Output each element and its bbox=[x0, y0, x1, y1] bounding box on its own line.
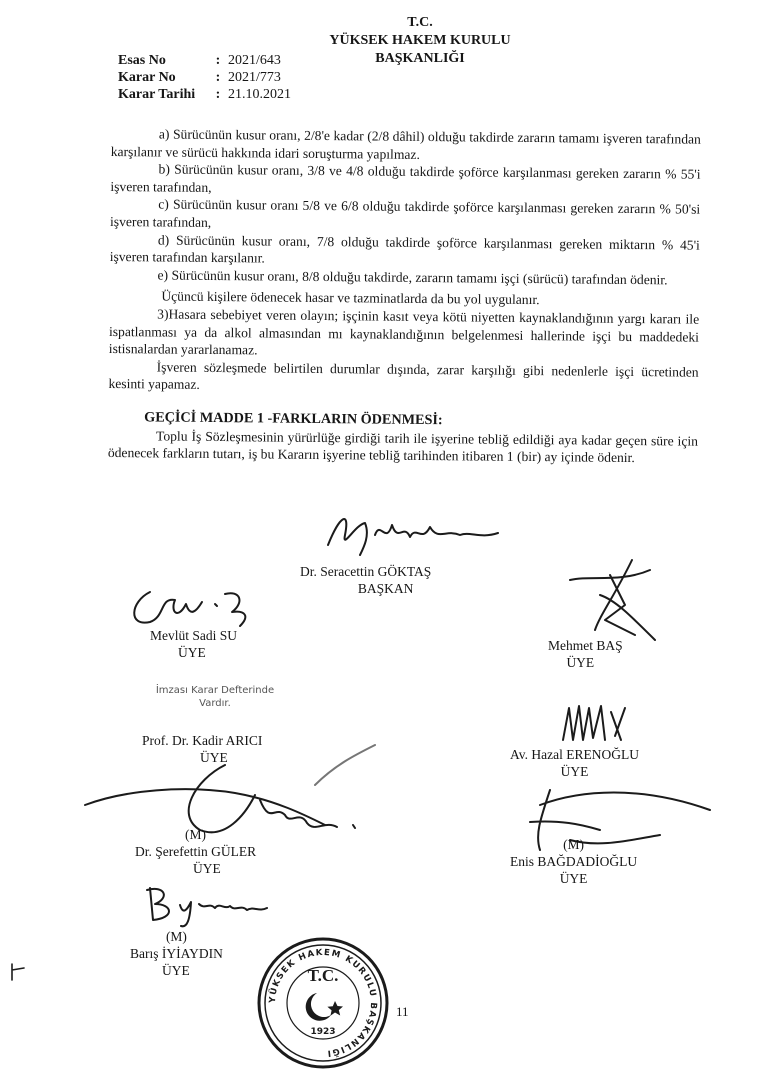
meta-label: Karar Tarihi bbox=[118, 87, 196, 102]
page-number: 11 bbox=[396, 1004, 409, 1019]
meta-row-esas bbox=[118, 52, 291, 69]
seal-ring-text: YÜKSEK HAKEM KURULU BAŞKANLIĞI bbox=[267, 947, 379, 1058]
signatory-iyiaydin bbox=[130, 928, 223, 979]
seal-year-text: 1923 bbox=[310, 1027, 336, 1037]
paragraph-c: c) Sürücünün kusur oranı 5/8 ve 6/8 olduğu takdirde şoförce karşılanması gereken zararın % 50'si işveren tarafından, bbox=[110, 196, 701, 230]
signatory-role: ÜYE bbox=[560, 764, 589, 779]
header-tc: T.C. bbox=[407, 15, 433, 30]
signatory-role: ÜYE bbox=[559, 871, 588, 886]
official-seal bbox=[255, 935, 391, 1071]
header-presidency: BAŞKANLIĞI bbox=[375, 51, 465, 66]
signatory-bagdadioglu bbox=[510, 836, 637, 887]
signatory-su bbox=[150, 627, 237, 661]
paragraph-3: 3)Hasara sebebiyet veren olayın; işçinin kasıt veya kötü niyetten kaynaklandığının yargı kararı ile ispatlanması ya da alkol almasından mı kaynaklandığının belgelenmesi hallerinde işçi bu maddedeki istisnalardan yararlanamaz. bbox=[108, 306, 700, 358]
signatory-mark: (M) bbox=[165, 929, 187, 944]
signature-iyiaydin bbox=[135, 880, 285, 930]
meta-row-tarih bbox=[118, 86, 291, 103]
signatory-name: Mehmet BAŞ bbox=[548, 638, 623, 653]
paragraph-employer: İşveren sözleşmede belirtilen durumlar dışında, zarar karşılığı gibi nedenlerle işçi ücretinden kesinti yapamaz. bbox=[108, 359, 699, 393]
meta-sep: : bbox=[215, 53, 221, 68]
signatory-name: Barış İYİAYDIN bbox=[130, 946, 223, 961]
signature-erenoglu bbox=[555, 700, 635, 748]
signatory-name: Dr. Seracettin GÖKTAŞ bbox=[300, 564, 432, 579]
signatory-name: Dr. Şerefettin GÜLER bbox=[135, 844, 257, 859]
signatory-name: Enis BAĞDADİOĞLU bbox=[510, 854, 638, 869]
signatory-mark: (M) bbox=[185, 827, 207, 842]
signature-goktas bbox=[320, 505, 510, 565]
meta-value: 2021/773 bbox=[228, 70, 281, 85]
meta-value: 2021/643 bbox=[228, 53, 281, 68]
paragraph-b: b) Sürücünün kusur oranı, 3/8 ve 4/8 olduğu takdirde şoförce karşılanması gereken zararın % 55'i işveren tarafından, bbox=[110, 161, 701, 195]
signatory-role: ÜYE bbox=[566, 655, 595, 670]
meta-value: 21.10.2021 bbox=[228, 87, 291, 102]
signatory-role: ÜYE bbox=[178, 645, 206, 660]
signatory-name: Av. Hazal ERENOĞLU bbox=[510, 747, 639, 762]
section-title: GEÇİCİ MADDE 1 -FARKLARIN ÖDENMESİ: bbox=[144, 409, 443, 429]
meta-label: Karar No bbox=[118, 70, 176, 85]
paragraph-a: a) Sürücünün kusur oranı, 2/8'e kadar (2/8 dâhil) olduğu takdirde zararın tamamı işveren tarafından karşılanır ve sürücü hakkında idari soruşturma yapılmaz. bbox=[110, 126, 701, 162]
paragraph-e: e) Sürücünün kusur oranı, 8/8 olduğu takdirde, zararın tamamı işçi (sürücü) tarafından ödenir. bbox=[157, 267, 668, 288]
case-meta bbox=[118, 52, 291, 103]
signatory-name: Prof. Dr. Kadir ARICI bbox=[142, 733, 263, 748]
paragraph-third-parties: Üçüncü kişilere ödenecek hasar ve tazminatlarda da bu yol uygulanır. bbox=[161, 288, 540, 308]
margin-mark-icon bbox=[8, 962, 28, 982]
signature-in-register-note: İmzası Karar Defterinde Vardır. bbox=[155, 685, 275, 709]
document-header bbox=[290, 14, 550, 68]
seal-center-text: T.C. bbox=[307, 966, 339, 985]
paragraph-gecici: Toplu İş Sözleşmesinin yürürlüğe girdiği tarih ile işyerine tebliğ edildiği aya kadar geçen süre için ödenecek farkların tutarı, iş bu Kararın işyerine tebliğ tarihinden itibaren 1 (bir) ay içinde ödenir. bbox=[107, 427, 699, 466]
header-institution: YÜKSEK HAKEM KURULU bbox=[329, 33, 511, 48]
signatory-role: ÜYE bbox=[200, 750, 228, 765]
decision-body bbox=[108, 125, 701, 467]
signatory-role: ÜYE bbox=[162, 963, 190, 978]
signatory-erenoglu bbox=[510, 746, 639, 780]
signature-bas bbox=[560, 555, 670, 645]
meta-sep: : bbox=[215, 87, 221, 102]
signatory-bas bbox=[548, 637, 623, 671]
signatory-name: Mevlüt Sadi SU bbox=[150, 628, 238, 643]
signatory-role: BAŞKAN bbox=[357, 581, 414, 596]
signatory-guler bbox=[135, 826, 256, 877]
paragraph-d: d) Sürücünün kusur oranı, 7/8 olduğu takdirde şoförce karşılanması gereken miktarın % 45'i işveren tarafından karşılanır. bbox=[109, 232, 700, 266]
meta-sep: : bbox=[215, 70, 221, 85]
signatory-baskan bbox=[300, 563, 431, 597]
signatory-mark: (M) bbox=[563, 837, 585, 852]
signatory-role: ÜYE bbox=[193, 861, 221, 876]
meta-row-karar bbox=[118, 69, 291, 86]
meta-label: Esas No bbox=[118, 53, 166, 68]
